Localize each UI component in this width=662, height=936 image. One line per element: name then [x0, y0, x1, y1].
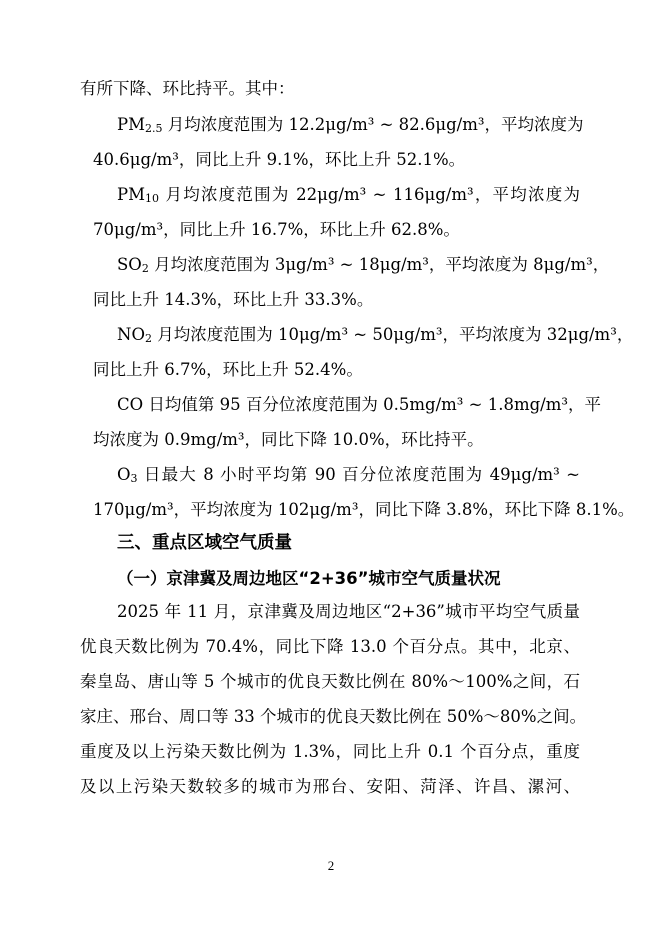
- text-span: 优良天数比例为 70.4%，同比下降 13.0 个百分点。其中，北京、: [80, 637, 580, 656]
- pollutant-subscript: 10: [145, 192, 159, 205]
- pollutant-label: SO: [117, 255, 142, 274]
- paragraph-line: [80, 672, 580, 692]
- so2-line: [117, 255, 610, 275]
- text-line: [80, 79, 295, 99]
- pollutant-label: O: [117, 465, 131, 484]
- pollutant-label: PM: [117, 115, 145, 134]
- text-span: 月均浓度范围为 22μg/m³ ~ 116μg/m³，平均浓度为: [159, 185, 580, 204]
- pollutant-subscript: 2.5: [145, 122, 163, 135]
- text-span: 重度及以上污染天数比例为 1.3%，同比上升 0.1 个百分点，重度: [80, 742, 580, 761]
- text-span: 月均浓度范围为 3μg/m³ ~ 18μg/m³，平均浓度为 8μg/m³，: [148, 255, 610, 274]
- text-span: 秦皇岛、唐山等 5 个城市的优良天数比例在 80%～100%之间，石: [80, 672, 580, 691]
- co-line: [117, 395, 601, 415]
- pollutant-label: NO: [117, 325, 145, 344]
- section-heading-text: 三、重点区域空气质量: [117, 533, 292, 553]
- no2-line: [117, 325, 634, 345]
- text-span: 家庄、邢台、周口等 33 个城市的优良天数比例在 50%～80%之间。: [80, 707, 587, 726]
- o3-line: [117, 465, 580, 485]
- text-line: [93, 500, 635, 520]
- pm10-line: [117, 185, 580, 205]
- paragraph-line: [80, 742, 580, 762]
- text-span: 月均浓度范围为 12.2μg/m³ ~ 82.6μg/m³，平均浓度为: [162, 115, 584, 134]
- text-span: 70μg/m³，同比上升 16.7%，环比上升 62.8%。: [93, 220, 460, 239]
- pollutant-subscript: 3: [130, 472, 138, 485]
- paragraph-line: [80, 777, 580, 797]
- pollutant-subscript: 2: [144, 332, 152, 345]
- paragraph-line: [80, 637, 580, 657]
- paragraph-line: [80, 707, 587, 727]
- text-span: 同比上升 6.7%，环比上升 52.4%。: [93, 360, 363, 379]
- section-heading: [117, 533, 292, 553]
- text-span: CO 日均值第 95 百分位浓度范围为 0.5mg/m³ ~ 1.8mg/m³，平: [117, 395, 601, 414]
- text-line: [93, 220, 460, 240]
- text-line: [93, 430, 484, 450]
- text-span: 同比上升 14.3%，环比上升 33.3%。: [93, 290, 374, 309]
- text-span: 日最大 8 小时平均第 90 百分位浓度范围为 49μg/m³ ~: [137, 465, 580, 484]
- pm25-line: [117, 115, 584, 135]
- text-span: 170μg/m³，平均浓度为 102μg/m³，同比下降 3.8%，环比下降 8.1%。: [93, 500, 635, 519]
- text-span: 有所下降、环比持平。其中：: [80, 79, 295, 98]
- text-span: 2025 年 11 月，京津冀及周边地区“2+36”城市平均空气质量: [117, 602, 580, 621]
- text-span: 均浓度为 0.9mg/m³，同比下降 10.0%，环比持平。: [93, 430, 484, 449]
- pollutant-subscript: 2: [141, 262, 149, 275]
- text-line: [93, 290, 373, 310]
- text-line: [93, 360, 363, 380]
- text-span: 40.6μg/m³，同比上升 9.1%，环比上升 52.1%。: [93, 150, 466, 169]
- text-line: [93, 150, 465, 170]
- page-number: 2: [327, 858, 335, 873]
- subsection-heading-text: （一）京津冀及周边地区“2+36”城市空气质量状况: [117, 569, 501, 588]
- text-span: 及以上污染天数较多的城市为邢台、安阳、菏泽、许昌、漯河、: [80, 777, 580, 796]
- pollutant-label: PM: [117, 185, 145, 204]
- text-span: 月均浓度范围为 10μg/m³ ~ 50μg/m³，平均浓度为 32μg/m³，: [151, 325, 634, 344]
- paragraph-line: [117, 602, 580, 622]
- subsection-heading: [117, 569, 500, 589]
